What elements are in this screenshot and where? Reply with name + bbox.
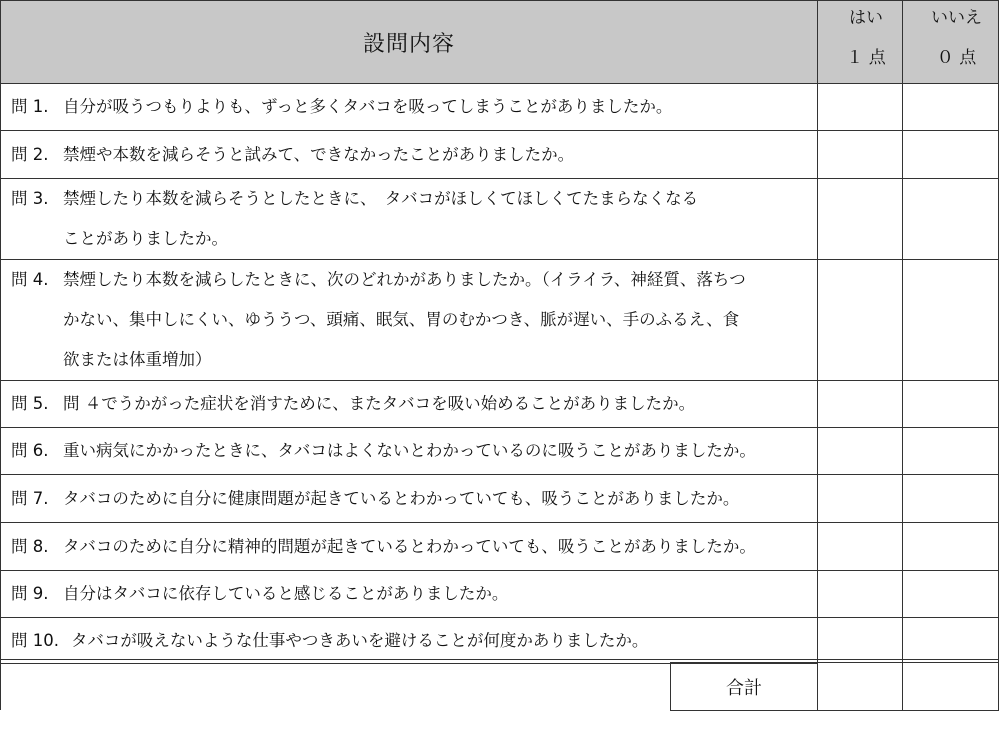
answer-yes-6[interactable]: [818, 428, 903, 475]
question-number-7: 問 7.: [11, 488, 49, 508]
question-number-9: 問 9.: [11, 584, 49, 603]
answer-no-10[interactable]: [903, 618, 999, 664]
question-cell-5: [1, 381, 818, 428]
question-text-8: タバコのために自分に精神的問題が起きているとわかっていても、吸うことがありましたか。: [63, 536, 756, 556]
question-text-4-line1: 禁煙したり本数を減らしたときに、次のどれかがありましたか。（イライラ、神経質、落ちつ: [63, 270, 746, 289]
question-cell-8: [1, 523, 818, 571]
question-cell-2: [1, 131, 818, 179]
question-text-10: タバコが吸えないような仕事やつきあいを避けることが何度かありましたか。: [71, 630, 649, 650]
answer-no-9[interactable]: [903, 571, 999, 618]
question-row-9: [1, 571, 999, 618]
question-text-4-line3: 欲または体重増加）: [63, 350, 212, 369]
answer-no-3[interactable]: [903, 179, 999, 260]
header-yes: [818, 1, 903, 84]
header-yes-points: １ 点: [846, 48, 886, 68]
header-yes-label: はい: [849, 8, 883, 28]
total-table: [670, 662, 999, 711]
header-row: [1, 1, 999, 84]
question-cell-7: [1, 475, 818, 523]
question-number-10: 問 10.: [11, 630, 59, 650]
total-no-cell[interactable]: [903, 663, 999, 711]
question-text-7: タバコのために自分に健康問題が起きているとわかっていても、吸うことがありましたか。: [63, 488, 740, 508]
answer-yes-8[interactable]: [818, 523, 903, 571]
question-row-5: [1, 381, 999, 428]
question-row-7: [1, 475, 999, 523]
answer-yes-1[interactable]: [818, 84, 903, 131]
answer-no-6[interactable]: [903, 428, 999, 475]
question-cell-1: [1, 84, 818, 131]
question-text-1: 自分が吸うつもりよりも、ずっと多くタバコを吸ってしまうことがありましたか。: [63, 97, 673, 116]
answer-yes-2[interactable]: [818, 131, 903, 179]
answer-yes-4[interactable]: [818, 260, 903, 381]
question-number-2: 問 2.: [11, 144, 49, 164]
question-row-6: [1, 428, 999, 475]
answer-yes-5[interactable]: [818, 381, 903, 428]
question-text-4-line2: かない、集中しにくい、ゆううつ、頭痛、眠気、胃のむかつき、脈が遅い、手のふるえ、食: [63, 310, 740, 329]
footer-left-rule: [0, 662, 1, 710]
question-row-1: [1, 84, 999, 131]
question-row-8: [1, 523, 999, 571]
answer-no-1[interactable]: [903, 84, 999, 131]
question-cell-3: [1, 179, 818, 260]
question-number-5: 問 5.: [11, 394, 49, 413]
answer-no-8[interactable]: [903, 523, 999, 571]
question-number-1: 問 1.: [11, 97, 49, 116]
question-row-10: [1, 618, 999, 664]
answer-no-7[interactable]: [903, 475, 999, 523]
question-text-3-line1: 禁煙したり本数を減らそうとしたときに、 タバコがほしくてほしくてたまらなくなる: [63, 189, 699, 208]
question-row-3: [1, 179, 999, 260]
answer-yes-10[interactable]: [818, 618, 903, 664]
question-text-2: 禁煙や本数を減らそうと試みて、できなかったことがありましたか。: [63, 144, 575, 164]
question-number-6: 問 6.: [11, 441, 49, 460]
question-text-3: [63, 179, 817, 259]
header-title: 設問内容: [1, 1, 818, 84]
question-text-3-line2: ことがありましたか。: [63, 229, 228, 248]
question-cell-10: [1, 618, 818, 664]
question-cell-4: [1, 260, 818, 381]
total-row: [671, 663, 999, 711]
answer-no-4[interactable]: [903, 260, 999, 381]
table-divider-line: [0, 659, 998, 660]
question-text-5: 問 ４でうかがった症状を消すために、またタバコを吸い始めることがありましたか。: [63, 394, 696, 413]
question-number-4: 問 4.: [11, 270, 49, 289]
answer-no-2[interactable]: [903, 131, 999, 179]
question-text-4: [63, 260, 817, 380]
question-row-4: [1, 260, 999, 381]
header-no: [903, 1, 999, 84]
question-cell-6: [1, 428, 818, 475]
header-no-label: いいえ: [931, 8, 982, 28]
question-cell-9: [1, 571, 818, 618]
question-number-3: 問 3.: [11, 189, 49, 208]
answer-yes-3[interactable]: [818, 179, 903, 260]
answer-yes-9[interactable]: [818, 571, 903, 618]
answer-no-5[interactable]: [903, 381, 999, 428]
header-no-points: ０ 点: [936, 48, 977, 68]
question-text-6: 重い病気にかかったときに、タバコはよくないとわかっているのに吸うことがありましたか。: [63, 441, 756, 460]
total-label: 合計: [671, 663, 818, 711]
question-number-8: 問 8.: [11, 536, 49, 556]
question-row-2: [1, 131, 999, 179]
question-text-9: 自分はタバコに依存していると感じることがありましたか。: [63, 584, 509, 603]
answer-yes-7[interactable]: [818, 475, 903, 523]
total-yes-cell[interactable]: [818, 663, 903, 711]
